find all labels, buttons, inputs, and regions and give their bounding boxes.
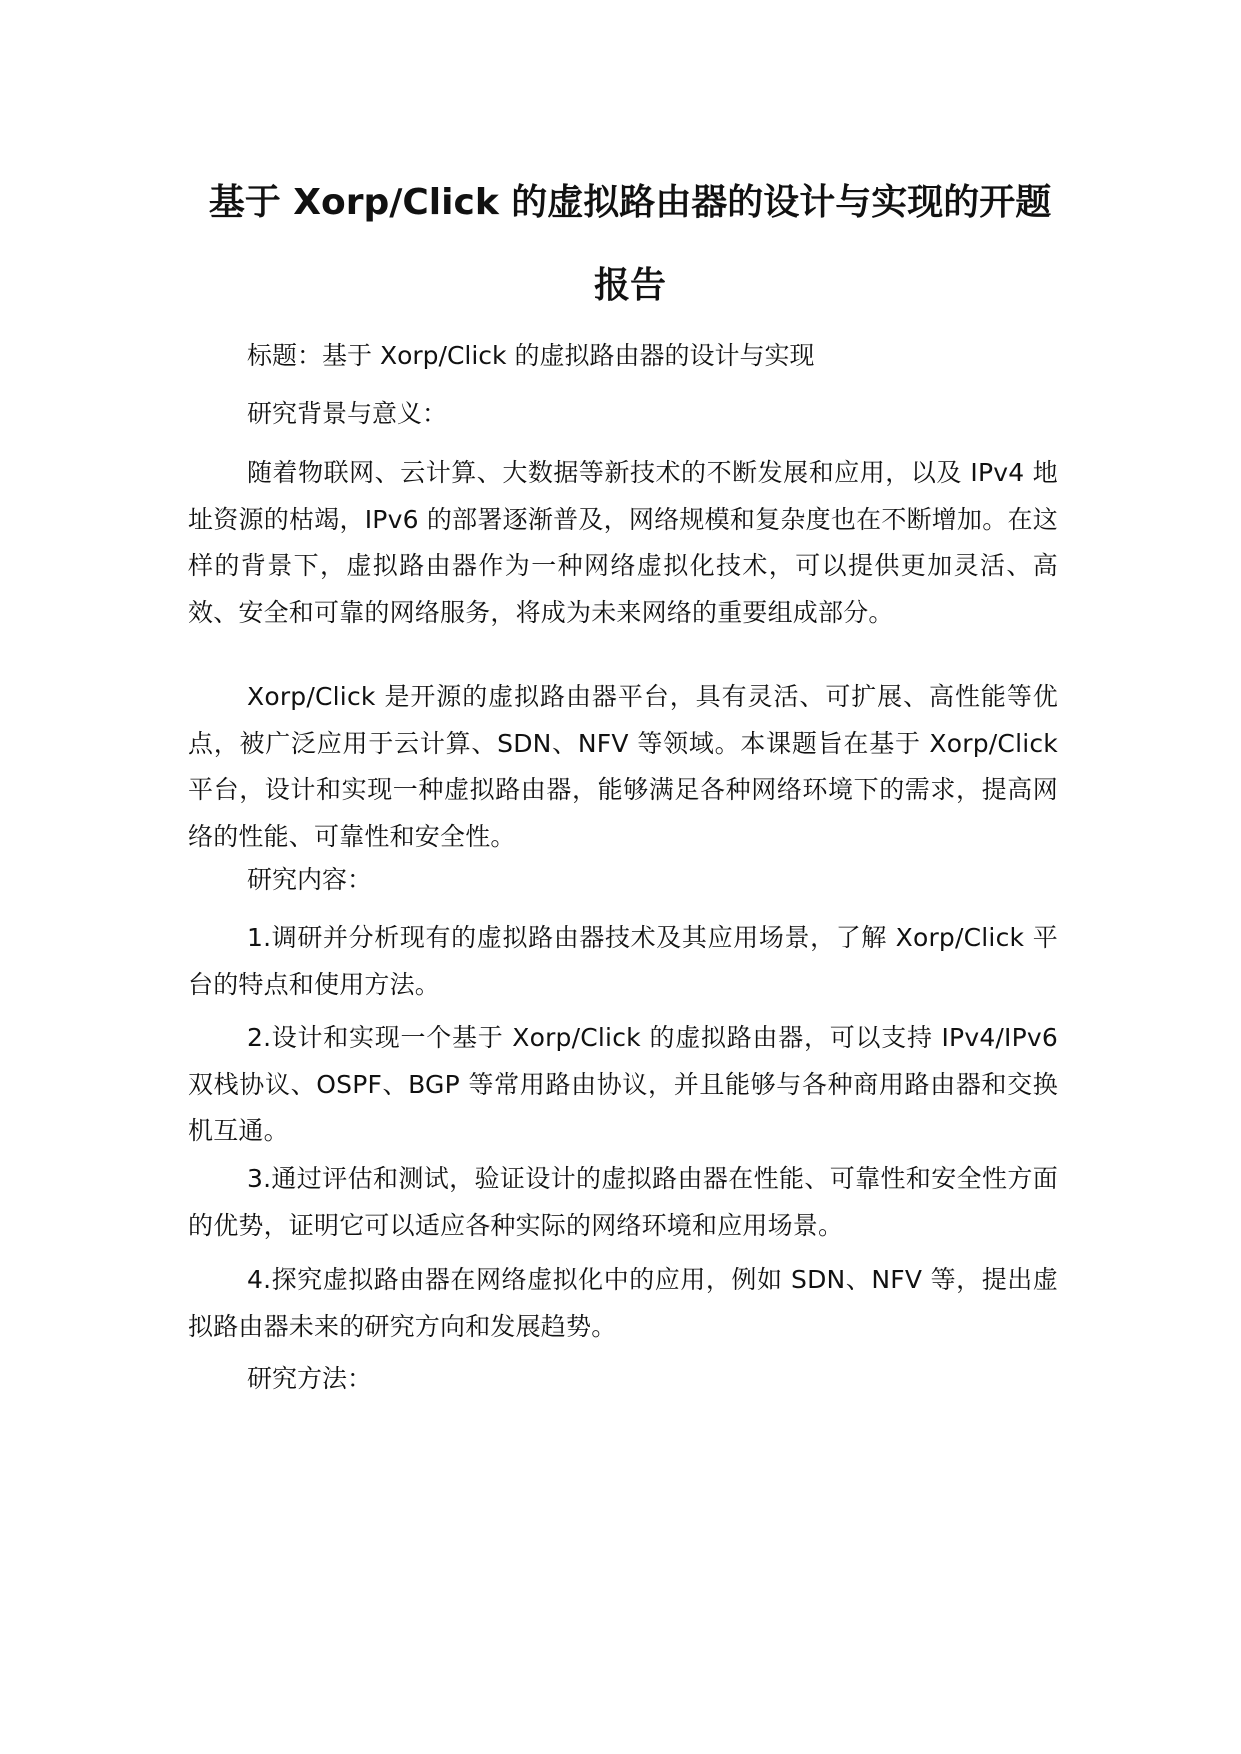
background-paragraph-1: 随着物联网、云计算、大数据等新技术的不断发展和应用，以及 IPv4 地址资源的枯竭，IPv6 的部署逐渐普及，网络规模和复杂度也在不断增加。在这样的背景下，虚拟路由器作为一种网络虚拟化技术，可以提供更加灵活、高效、安全和可靠的网络服务，将成为未来网络的重要组成部分。: [188, 458, 1058, 627]
content-item-1: 1.调研并分析现有的虚拟路由器技术及其应用场景，了解 Xorp/Click 平台的特点和使用方法。: [188, 923, 1058, 999]
content-heading: 研究内容：: [247, 865, 373, 894]
content-item-4: 4.探究虚拟路由器在网络虚拟化中的应用，例如 SDN、NFV 等，提出虚拟路由器未来的研究方向和发展趋势。: [188, 1265, 1058, 1341]
document-title-line-1: 基于 Xorp/Click 的虚拟路由器的设计与实现的开题: [208, 182, 1052, 223]
content-item-2: 2.设计和实现一个基于 Xorp/Click 的虚拟路由器，可以支持 IPv4/IPv6 双栈协议、OSPF、BGP 等常用路由协议，并且能够与各种商用路由器和交换机互通。: [188, 1023, 1058, 1145]
background-paragraph-2: Xorp/Click 是开源的虚拟路由器平台，具有灵活、可扩展、高性能等优点，被广泛应用于云计算、SDN、NFV 等领域。本课题旨在基于 Xorp/Click 平台，设计和实现一种虚拟路由器，能够满足各种网络环境下的需求，提高网络的性能、可靠性和安全性。: [188, 682, 1058, 851]
document-title-line-2: 报告: [593, 265, 666, 306]
background-heading: 研究背景与意义：: [247, 399, 448, 428]
subject-line: 标题：基于 Xorp/Click 的虚拟路由器的设计与实现: [247, 341, 815, 370]
method-heading: 研究方法：: [247, 1364, 373, 1393]
content-item-3: 3.通过评估和测试，验证设计的虚拟路由器在性能、可靠性和安全性方面的优势，证明它可以适应各种实际的网络环境和应用场景。: [188, 1164, 1058, 1240]
